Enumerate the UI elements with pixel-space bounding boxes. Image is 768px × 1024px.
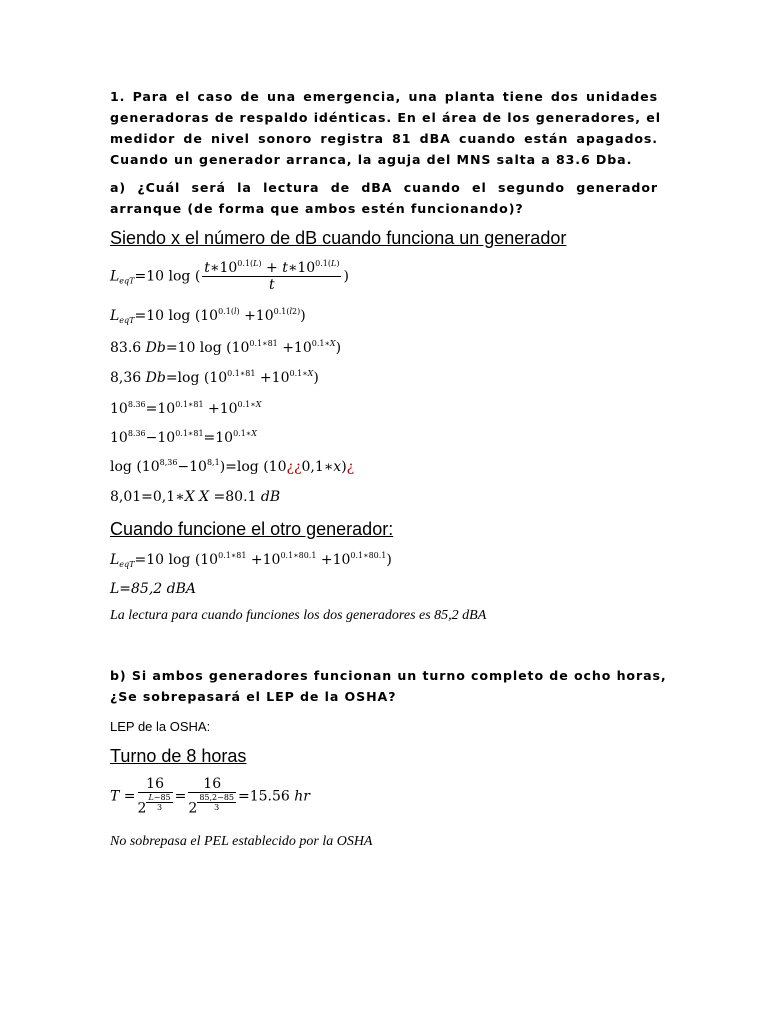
section-heading: Siendo x el número de dB cuando funciona un generador (110, 228, 567, 248)
problem-line: medidor de nivel sonoro registra 81 dBA cuando están apagados. (110, 131, 658, 146)
question-line: ¿Se sobrepasará el LEP de la OSHA? (110, 689, 397, 704)
problem-line: Cuando un generador arranca, la aguja del MNS salta a 83.6 Dba. (110, 152, 633, 167)
conclusion-b: No sobrepasa el PEL establecido por la OSHA (110, 834, 373, 849)
problem-line: 1. Para el caso de una emergencia, una planta tiene dos unidades (110, 89, 658, 104)
conclusion-a: La lectura para cuando funciones los dos generadores es 85,2 dBA (110, 608, 487, 623)
result-L (110, 580, 196, 598)
question-b (110, 665, 667, 707)
problem-statement (110, 86, 661, 170)
equation-step-1: 83.6 Db=10 $\log (10^{0.1∗81} +10^{0.1∗X})$ (110, 339, 342, 356)
result-text: L=85,2 dBA (110, 581, 197, 597)
equation-leq-sum: $L_{eqT}=10$ $\log (10^{0.1(l)} +10^{0.1(l2)})$ (110, 307, 306, 325)
question-a (110, 177, 658, 219)
section-heading: Turno de 8 horas (110, 746, 247, 766)
question-line: b) Si ambos generadores funcionan un turno completo de ocho horas, (110, 668, 667, 683)
question-line: arranque (de forma que ambos estén funcionando)? (110, 201, 524, 216)
section-heading: Cuando funcione el otro generador: (110, 519, 394, 539)
equation-step-6: 8,01=0,1∗X X =80.1 dB (110, 489, 281, 505)
equation-step-4: $10^{8.36}-10^{0.1∗81}=10^{0.1∗X}$ (110, 429, 257, 446)
lep-label: LEP de la OSHA: (110, 719, 211, 734)
equation-leq-general: $L_{eqT}=10$ log ( $\frac{t∗10^{0.1(L)} + t∗10^{0.1(L)}}{t}$ ) (110, 259, 349, 293)
equation-step-3: $10^{8.36}=10^{0.1∗81} +10^{0.1∗X}$ (110, 400, 262, 417)
equation-time: T = 16 2 $^{\frac{L-85}{3}}$ = 16 2 $^{\frac{85,2-85}{3}}$ =15.56 hr (110, 776, 310, 817)
equation-step-2: 8,36 Db=log $(10^{0.1∗81} +10^{0.1∗X})$ (110, 369, 319, 386)
equation-leq-two-generators: $L_{eqT}=10$ $\log (10^{0.1∗81} +10^{0.1∗80.1} +10^{0.1∗80.1})$ (110, 551, 392, 569)
question-line: a) ¿Cuál será la lectura de dBA cuando el segundo generador (110, 180, 658, 195)
equation-step-5: $\log (10^{8,36}-10^{8,1})=\log$ (10¿¿0,1∗x)¿ (110, 458, 355, 475)
problem-line: generadoras de respaldo idénticas. En el área de los generadores, el (110, 110, 661, 125)
